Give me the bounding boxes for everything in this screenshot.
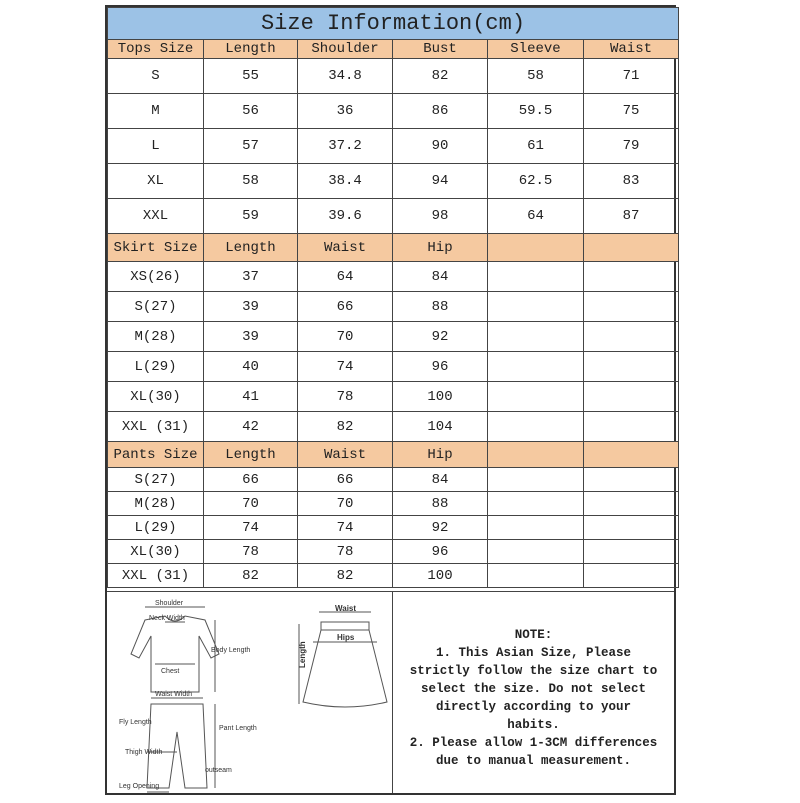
skirt-size-row [108, 412, 679, 442]
tops-cell: 34.8 [298, 59, 393, 94]
pants-cell: 82 [298, 564, 393, 588]
pants-cell: 66 [204, 468, 298, 492]
skirt-header-cell: Skirt Size [108, 234, 204, 262]
label-pant-length: Pant Length [219, 725, 257, 732]
label-outseam: outseam [205, 767, 232, 774]
pants-size-row [108, 564, 679, 588]
pants-header-cell: Pants Size [108, 442, 204, 468]
note-line: select the size. Do not select [420, 682, 647, 696]
tops-cell: 90 [393, 129, 488, 164]
tops-header-row [108, 40, 679, 59]
pants-cell [488, 516, 584, 540]
skirt-cell: 82 [298, 412, 393, 442]
skirt-cell: XS(26) [108, 262, 204, 292]
tops-cell: 38.4 [298, 164, 393, 199]
note-line: 1. This Asian Size, Please [435, 646, 632, 660]
pants-cell: L(29) [108, 516, 204, 540]
tops-cell: XXL [108, 199, 204, 234]
pants-header-cell: Length [204, 442, 298, 468]
skirt-header-cell: Waist [298, 234, 393, 262]
label-thigh-width: Thigh Width [125, 749, 163, 756]
skirt-cell [584, 412, 679, 442]
pants-icon [147, 698, 215, 792]
pants-cell: 74 [298, 516, 393, 540]
label-fly-length: Fly Length [119, 719, 152, 726]
pants-cell: XXL (31) [108, 564, 204, 588]
skirt-header-cell [584, 234, 679, 262]
skirt-cell: 39 [204, 292, 298, 322]
tops-cell: 87 [584, 199, 679, 234]
skirt-cell [488, 382, 584, 412]
tops-cell: 36 [298, 94, 393, 129]
tops-size-row [108, 94, 679, 129]
skirt-cell [584, 292, 679, 322]
pants-header-cell [584, 442, 679, 468]
tops-size-row [108, 199, 679, 234]
tops-cell: 83 [584, 164, 679, 199]
tops-cell: 59 [204, 199, 298, 234]
pants-cell [488, 492, 584, 516]
pants-cell: 70 [298, 492, 393, 516]
pants-cell: 88 [393, 492, 488, 516]
tops-header-cell: Shoulder [298, 40, 393, 59]
tops-cell: 62.5 [488, 164, 584, 199]
bottom-section [107, 591, 674, 793]
pants-cell [584, 468, 679, 492]
tops-size-row [108, 129, 679, 164]
tops-cell: XL [108, 164, 204, 199]
pants-cell [584, 540, 679, 564]
tops-cell: 75 [584, 94, 679, 129]
note-heading: NOTE: [514, 628, 553, 642]
tops-cell: 59.5 [488, 94, 584, 129]
skirt-cell: M(28) [108, 322, 204, 352]
label-leg-opening: Leg Opening [119, 783, 160, 790]
skirt-cell: 96 [393, 352, 488, 382]
pants-size-row [108, 468, 679, 492]
note-line: due to manual measurement. [435, 754, 632, 768]
skirt-icon [299, 612, 387, 707]
skirt-cell: 100 [393, 382, 488, 412]
tops-size-row [108, 59, 679, 94]
label-waist: Waist [335, 604, 357, 613]
pants-cell [488, 564, 584, 588]
tops-cell: 82 [393, 59, 488, 94]
skirt-cell: 78 [298, 382, 393, 412]
pants-cell: S(27) [108, 468, 204, 492]
pants-size-row [108, 492, 679, 516]
tops-header-cell: Bust [393, 40, 488, 59]
pants-header-cell [488, 442, 584, 468]
size-table [107, 7, 679, 588]
tops-header-cell: Sleeve [488, 40, 584, 59]
skirt-cell: 74 [298, 352, 393, 382]
skirt-cell: 37 [204, 262, 298, 292]
skirt-cell [488, 412, 584, 442]
skirt-cell: 39 [204, 322, 298, 352]
tops-cell: 55 [204, 59, 298, 94]
skirt-cell: S(27) [108, 292, 204, 322]
skirt-cell: 41 [204, 382, 298, 412]
tops-cell: S [108, 59, 204, 94]
pants-cell [584, 516, 679, 540]
pants-cell: 96 [393, 540, 488, 564]
tops-cell: 94 [393, 164, 488, 199]
skirt-cell: 40 [204, 352, 298, 382]
note-line: habits. [507, 718, 560, 732]
skirt-cell [488, 352, 584, 382]
pants-size-row [108, 516, 679, 540]
skirt-cell [488, 292, 584, 322]
label-waist-width: Waist Width [155, 691, 193, 698]
skirt-cell: XXL (31) [108, 412, 204, 442]
chart-title: Size Information(cm) [108, 8, 679, 40]
skirt-size-row [108, 382, 679, 412]
skirt-header-cell: Hip [393, 234, 488, 262]
label-length: Length [298, 641, 307, 668]
note-line: directly according to your [435, 700, 632, 714]
skirt-cell: 104 [393, 412, 488, 442]
pants-cell: 78 [204, 540, 298, 564]
pants-cell: 92 [393, 516, 488, 540]
tops-cell: 86 [393, 94, 488, 129]
skirt-cell [488, 262, 584, 292]
skirt-header-row [108, 234, 679, 262]
tops-cell: 98 [393, 199, 488, 234]
skirt-cell [584, 322, 679, 352]
skirt-cell: 42 [204, 412, 298, 442]
tops-cell: 58 [488, 59, 584, 94]
pants-cell: 78 [298, 540, 393, 564]
skirt-cell: 84 [393, 262, 488, 292]
tops-cell: 61 [488, 129, 584, 164]
skirt-cell: 88 [393, 292, 488, 322]
tops-size-row [108, 164, 679, 199]
pants-cell [488, 540, 584, 564]
skirt-cell: 70 [298, 322, 393, 352]
skirt-cell: XL(30) [108, 382, 204, 412]
tops-cell: 79 [584, 129, 679, 164]
pants-cell [584, 564, 679, 588]
label-chest: Chest [161, 668, 180, 675]
note-line: strictly follow the size chart to [409, 664, 658, 678]
pants-cell [488, 468, 584, 492]
label-shoulder: Shoulder [155, 600, 184, 607]
skirt-size-row [108, 322, 679, 352]
tops-cell: 58 [204, 164, 298, 199]
pants-cell [584, 492, 679, 516]
pants-cell: M(28) [108, 492, 204, 516]
tops-header-cell: Tops Size [108, 40, 204, 59]
skirt-cell: L(29) [108, 352, 204, 382]
pants-cell: 100 [393, 564, 488, 588]
tops-cell: L [108, 129, 204, 164]
pants-header-cell: Waist [298, 442, 393, 468]
tops-header-cell: Waist [584, 40, 679, 59]
pants-cell: 66 [298, 468, 393, 492]
skirt-header-cell [488, 234, 584, 262]
size-note [393, 592, 674, 793]
diagram-svg [107, 592, 392, 798]
skirt-cell [584, 262, 679, 292]
label-neck-width: Neck Width [149, 615, 185, 622]
pants-cell: 74 [204, 516, 298, 540]
tops-cell: 56 [204, 94, 298, 129]
pants-cell: 84 [393, 468, 488, 492]
skirt-cell: 66 [298, 292, 393, 322]
tops-cell: 57 [204, 129, 298, 164]
pants-size-row [108, 540, 679, 564]
skirt-cell [584, 352, 679, 382]
note-line: 2. Please allow 1-3CM differences [409, 736, 658, 750]
size-chart [105, 5, 676, 795]
pants-header-row [108, 442, 679, 468]
skirt-size-row [108, 262, 679, 292]
tops-header-cell: Length [204, 40, 298, 59]
label-hips: Hips [337, 633, 355, 642]
skirt-cell [488, 322, 584, 352]
pants-cell: 70 [204, 492, 298, 516]
skirt-size-row [108, 352, 679, 382]
tops-cell: 71 [584, 59, 679, 94]
label-body-length: Body Length [211, 647, 251, 654]
tops-cell: M [108, 94, 204, 129]
pants-cell: 82 [204, 564, 298, 588]
tops-cell: 64 [488, 199, 584, 234]
pants-cell: XL(30) [108, 540, 204, 564]
skirt-cell: 64 [298, 262, 393, 292]
skirt-header-cell: Length [204, 234, 298, 262]
pants-header-cell: Hip [393, 442, 488, 468]
tops-cell: 39.6 [298, 199, 393, 234]
skirt-cell: 92 [393, 322, 488, 352]
skirt-size-row [108, 292, 679, 322]
tops-cell: 37.2 [298, 129, 393, 164]
measurement-diagram [107, 592, 393, 793]
skirt-cell [584, 382, 679, 412]
